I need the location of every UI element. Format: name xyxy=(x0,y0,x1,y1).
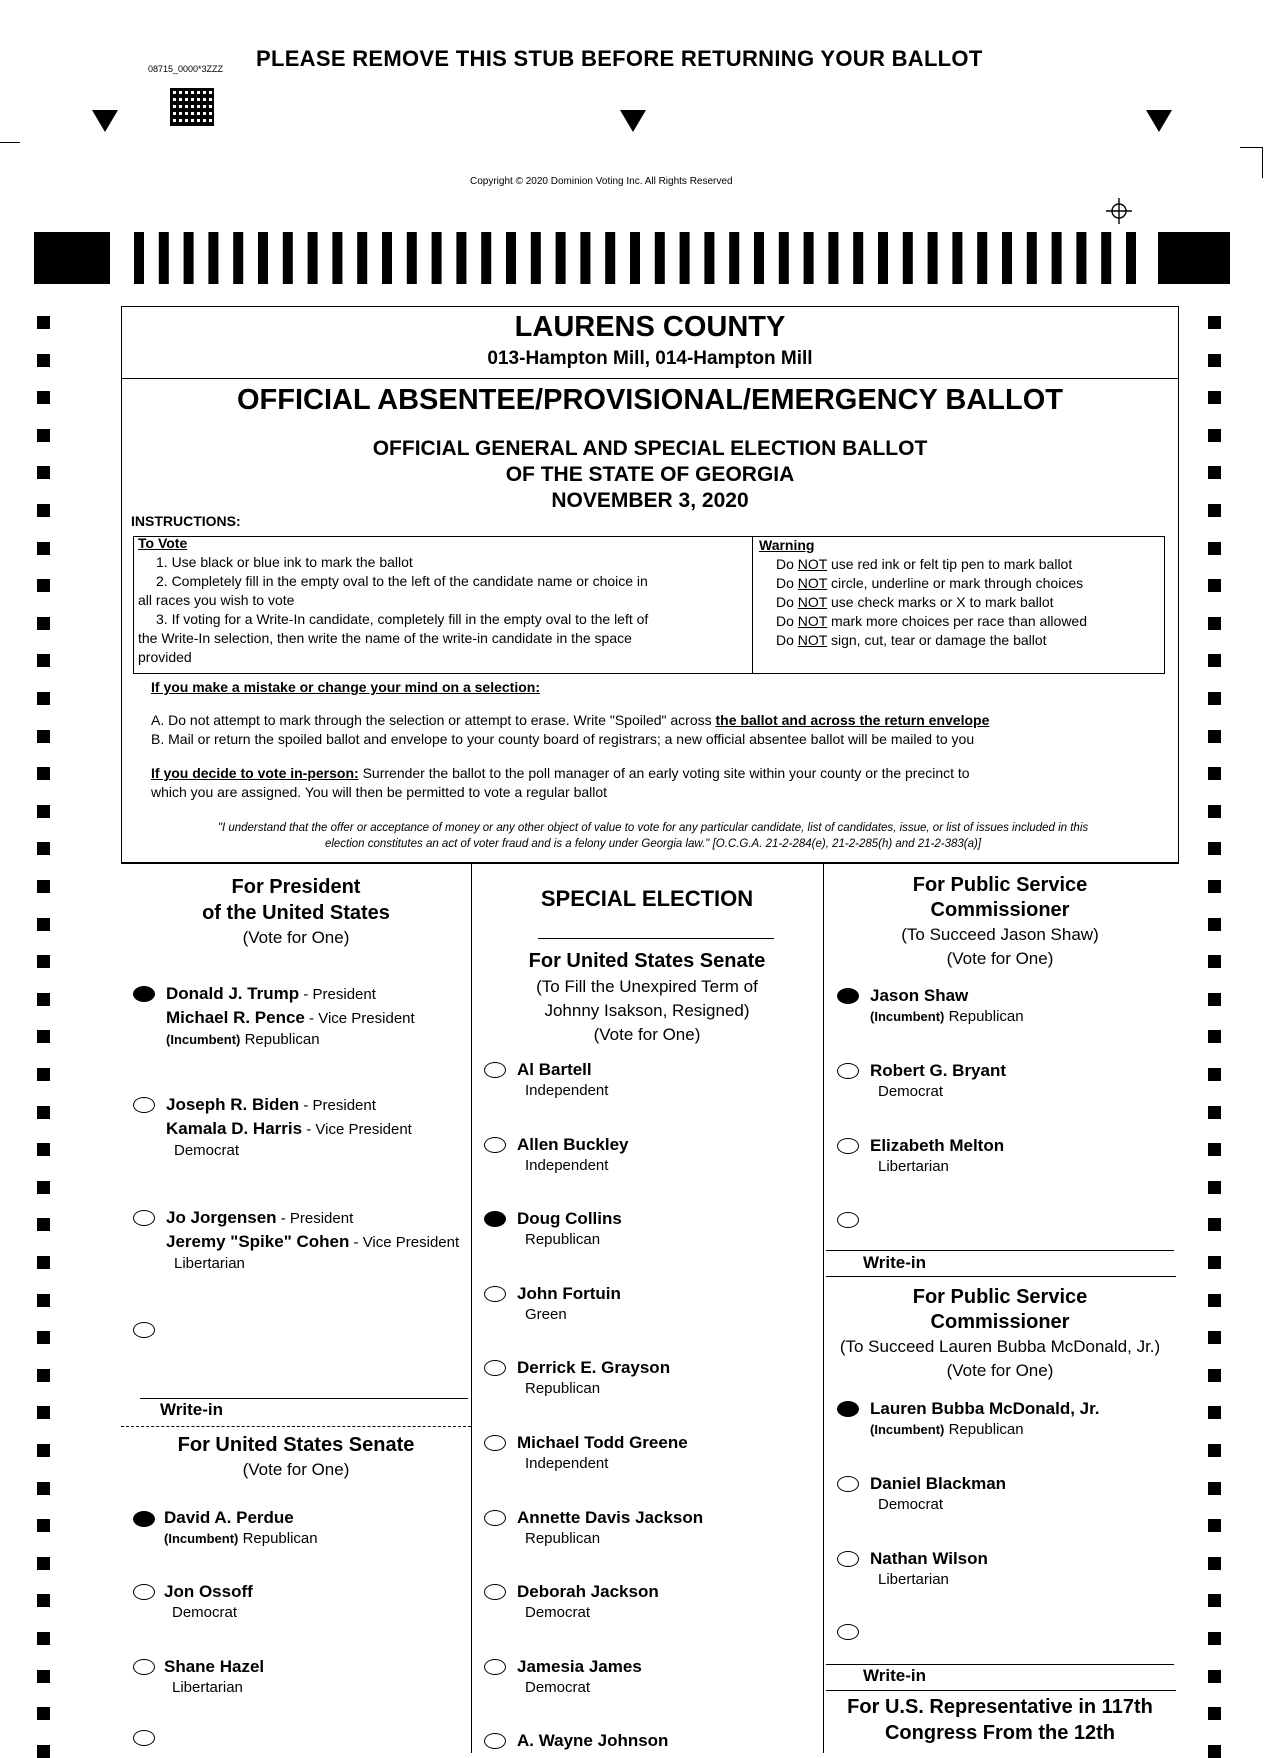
ballot-oval[interactable] xyxy=(133,1584,155,1600)
ballot-oval[interactable] xyxy=(133,1097,155,1113)
contest-title-president: For President xyxy=(231,876,361,898)
ballot-oval[interactable] xyxy=(484,1286,506,1302)
ballot-oval[interactable] xyxy=(837,1401,859,1417)
qr-code-icon xyxy=(170,88,214,126)
timing-mark xyxy=(1208,1670,1221,1683)
timing-mark xyxy=(1208,955,1221,968)
timing-tick xyxy=(556,232,566,284)
timing-mark xyxy=(1208,1369,1221,1382)
timing-mark xyxy=(37,1406,50,1419)
timing-mark xyxy=(37,1106,50,1119)
ballot-oval[interactable] xyxy=(484,1733,506,1749)
candidate-name: Lauren Bubba McDonald, Jr. xyxy=(870,1399,1100,1418)
ballot-oval[interactable] xyxy=(133,1659,155,1675)
candidate-party: Libertarian xyxy=(878,1571,949,1588)
candidate-name: Al Bartell xyxy=(517,1060,592,1079)
ballot-oval[interactable] xyxy=(484,1137,506,1153)
timing-mark xyxy=(1208,542,1221,555)
timing-mark xyxy=(37,654,50,667)
candidate-party: Republican xyxy=(525,1380,601,1398)
contest-title-representative: Congress From the 12th xyxy=(884,1722,1116,1744)
timing-mark xyxy=(1208,429,1221,442)
timing-mark xyxy=(37,805,50,818)
to-vote-item: provided xyxy=(138,649,192,665)
timing-mark xyxy=(37,1294,50,1307)
timing-tick xyxy=(382,232,392,284)
timing-mark xyxy=(37,1670,50,1683)
timing-mark xyxy=(37,542,50,555)
timing-tick xyxy=(357,232,367,284)
timing-mark xyxy=(1208,466,1221,479)
precinct-list: 013-Hampton Mill, 014-Hampton Mill xyxy=(487,348,813,369)
timing-mark xyxy=(1208,1181,1221,1194)
timing-mark xyxy=(1208,1444,1221,1457)
timing-mark xyxy=(1208,1106,1221,1119)
timing-tick xyxy=(1002,232,1012,284)
candidate-name: Allen Buckley xyxy=(517,1134,629,1154)
mistake-a: A. Do not attempt to mark through the selection or attempt to erase. Write "Spoiled" across the ballot and across the return envelope xyxy=(151,712,990,728)
copyright-notice: Copyright © 2020 Dominion Voting Inc. All Rights Reserved xyxy=(470,176,733,187)
timing-tick xyxy=(605,232,615,284)
ballot-oval[interactable] xyxy=(484,1211,506,1227)
timing-mark xyxy=(37,1256,50,1269)
timing-mark xyxy=(37,692,50,705)
writein-oval[interactable] xyxy=(133,1322,155,1338)
contest-subtitle: (To Fill the Unexpired Term of xyxy=(536,977,758,996)
county-name: LAURENS COUNTY xyxy=(514,311,786,343)
ballot-subtitle: OFFICIAL GENERAL AND SPECIAL ELECTION BALLOT xyxy=(372,437,928,460)
timing-mark xyxy=(1208,692,1221,705)
timing-tick xyxy=(779,232,789,284)
candidate-name: Elizabeth Melton xyxy=(870,1136,1005,1155)
to-vote-item: all races you wish to vote xyxy=(138,592,295,608)
timing-mark xyxy=(37,1444,50,1457)
contest-title-senate: For United States Senate xyxy=(177,1434,415,1456)
timing-mark xyxy=(1208,1218,1221,1231)
to-vote-heading: To Vote xyxy=(138,535,188,551)
timing-tick xyxy=(754,232,764,284)
warning-item: Do NOT use red ink or felt tip pen to mark ballot xyxy=(776,556,1073,572)
vote-for-one: (Vote for One) xyxy=(242,1460,350,1479)
timing-mark xyxy=(37,1707,50,1720)
ballot-oval[interactable] xyxy=(133,986,155,1002)
candidate-party: Democrat xyxy=(525,1604,591,1622)
timing-mark xyxy=(37,993,50,1006)
mistake-b: B. Mail or return the spoiled ballot and envelope to your county board of registrars; a new official absentee ballot will be mailed to you xyxy=(151,731,975,747)
writein-label: Write-in xyxy=(863,1253,926,1272)
timing-tick xyxy=(1126,232,1136,284)
timing-bar xyxy=(34,232,1230,284)
writein-label: Write-in xyxy=(160,1400,223,1419)
timing-tick xyxy=(456,232,466,284)
timing-mark xyxy=(37,918,50,931)
timing-mark xyxy=(1208,1256,1221,1269)
timing-mark xyxy=(1208,1519,1221,1532)
warning-item: Do NOT use check marks or X to mark ballot xyxy=(776,594,1054,610)
timing-mark xyxy=(1208,1143,1221,1156)
timing-tick xyxy=(630,232,640,284)
timing-mark xyxy=(37,1331,50,1344)
timing-mark xyxy=(37,1519,50,1532)
inperson-line-2: which you are assigned. You will then be permitted to vote a regular ballot xyxy=(151,784,608,800)
timing-mark xyxy=(37,391,50,404)
candidate-name: Derrick E. Grayson xyxy=(517,1358,671,1378)
timing-tick xyxy=(1027,232,1037,284)
warning-item: Do NOT mark more choices per race than allowed xyxy=(776,613,1088,629)
timing-mark xyxy=(1208,654,1221,667)
candidate-name: Jamesia James xyxy=(517,1656,642,1676)
timing-mark xyxy=(37,617,50,630)
candidate-name: Jason Shaw xyxy=(870,986,969,1005)
instructions-divider xyxy=(752,536,753,674)
contest-title-psc: Commissioner xyxy=(930,899,1070,921)
ballot-oval[interactable] xyxy=(133,1210,155,1226)
timing-tick xyxy=(977,232,987,284)
contest-subtitle: (To Succeed Jason Shaw) xyxy=(901,925,1099,944)
to-vote-item: 2. Completely fill in the empty oval to the left of the candidate name or choice in xyxy=(156,573,648,589)
candidate-party: Independent xyxy=(525,1455,609,1472)
candidate-name: Doug Collins xyxy=(517,1209,622,1229)
timing-mark xyxy=(37,1745,50,1758)
contest-title-special-senate: For United States Senate xyxy=(528,950,766,972)
timing-mark xyxy=(37,1594,50,1607)
candidate-party: (Incumbent) Republican xyxy=(870,1008,1024,1025)
timing-tick xyxy=(1052,232,1062,284)
warning-heading: Warning xyxy=(759,537,815,553)
warning-item: Do NOT circle, underline or mark through choices xyxy=(776,575,1084,591)
timing-tick xyxy=(283,232,293,284)
writein-line[interactable] xyxy=(826,1250,1174,1251)
ballot-oval[interactable] xyxy=(837,1063,859,1079)
timing-tick xyxy=(1076,232,1086,284)
stub-instruction: PLEASE REMOVE THIS STUB BEFORE RETURNING YOUR BALLOT xyxy=(256,46,983,71)
perforation-mark xyxy=(0,142,20,143)
inperson-line: If you decide to vote in-person: Surrender the ballot to the poll manager of an early voting site within your county or the precinct to xyxy=(151,765,970,781)
ballot-oval[interactable] xyxy=(484,1360,506,1376)
stub-id-code: 08715_0000*3ZZZ xyxy=(148,64,224,74)
timing-tick xyxy=(258,232,268,284)
timing-mark xyxy=(1208,617,1221,630)
timing-mark xyxy=(1208,842,1221,855)
timing-mark xyxy=(1208,805,1221,818)
timing-tick xyxy=(878,232,888,284)
timing-tick xyxy=(804,232,814,284)
vote-for-one: (Vote for One) xyxy=(946,949,1054,968)
candidate-name: Michael Todd Greene xyxy=(517,1433,688,1452)
ballot-oval[interactable] xyxy=(133,1511,155,1527)
legal-notice: "I understand that the offer or acceptance of money or any other object of value to vote for any particular candidate, list of candidates, issue, or list of issues included in this xyxy=(217,822,1089,834)
contest-title-psc: For Public Service xyxy=(912,1286,1088,1308)
vote-for-one: (Vote for One) xyxy=(242,928,350,947)
ballot-oval[interactable] xyxy=(484,1584,506,1600)
tear-arrow-icon xyxy=(1146,110,1172,132)
timing-tick xyxy=(580,232,590,284)
timing-mark xyxy=(37,1482,50,1495)
ballot-oval[interactable] xyxy=(837,988,859,1004)
ballot-subtitle: OF THE STATE OF GEORGIA xyxy=(505,463,795,486)
timing-mark xyxy=(37,1143,50,1156)
timing-mark xyxy=(37,1632,50,1645)
vote-for-one: (Vote for One) xyxy=(946,1361,1054,1380)
timing-tick xyxy=(680,232,690,284)
contest-separator xyxy=(826,1690,1176,1691)
candidate-party: Republican xyxy=(525,1529,601,1547)
timing-mark xyxy=(1208,504,1221,517)
candidate-name: Robert G. Bryant xyxy=(870,1061,1007,1080)
mistake-heading: If you make a mistake or change your mind on a selection: xyxy=(151,679,540,695)
registration-target-icon xyxy=(1106,198,1132,224)
timing-mark xyxy=(37,767,50,780)
to-vote-item: 3. If voting for a Write-In candidate, completely fill in the empty oval to the left of xyxy=(156,611,649,627)
timing-mark xyxy=(37,1557,50,1570)
candidate-party: (Incumbent) Republican xyxy=(870,1421,1024,1438)
timing-tick xyxy=(828,232,838,284)
timing-tick xyxy=(432,232,442,284)
tear-arrow-icon xyxy=(620,110,646,132)
perforation-mark xyxy=(1240,147,1263,178)
timing-mark xyxy=(1208,1294,1221,1307)
timing-mark xyxy=(1208,1557,1221,1570)
timing-mark xyxy=(1208,391,1221,404)
writein-oval[interactable] xyxy=(837,1212,859,1228)
timing-mark xyxy=(1208,1482,1221,1495)
timing-tick xyxy=(928,232,938,284)
ballot-title: OFFICIAL ABSENTEE/PROVISIONAL/EMERGENCY BALLOT xyxy=(236,384,1064,416)
timing-mark xyxy=(1208,316,1221,329)
ballot-oval[interactable] xyxy=(837,1138,859,1154)
timing-tick xyxy=(208,232,218,284)
timing-mark xyxy=(37,1218,50,1231)
candidate-name: Deborah Jackson xyxy=(517,1582,659,1602)
timing-mark xyxy=(37,842,50,855)
timing-mark xyxy=(37,880,50,893)
to-vote-item: 1. Use black or blue ink to mark the ballot xyxy=(156,554,413,570)
to-vote-list xyxy=(138,553,748,667)
candidate-party: Democrat xyxy=(878,1083,944,1100)
timing-mark xyxy=(1208,730,1221,743)
contest-subtitle: Johnny Isakson, Resigned) xyxy=(544,1001,750,1020)
timing-mark xyxy=(1208,918,1221,931)
timing-tick xyxy=(531,232,541,284)
ballot-oval[interactable] xyxy=(837,1476,859,1492)
to-vote-item: the Write-In selection, then write the name of the write-in candidate in the space xyxy=(138,630,632,646)
timing-mark xyxy=(1208,1406,1221,1419)
columns-top-rule xyxy=(121,862,1179,863)
timing-mark xyxy=(37,1030,50,1043)
ballot-oval[interactable] xyxy=(484,1659,506,1675)
timing-mark xyxy=(1208,1594,1221,1607)
timing-tick xyxy=(655,232,665,284)
contest-title-psc: For Public Service xyxy=(912,874,1088,896)
candidate-name: Daniel Blackman xyxy=(870,1474,1007,1493)
writein-oval[interactable] xyxy=(133,1730,155,1746)
header-divider xyxy=(121,378,1179,379)
contest-subtitle: (To Succeed Lauren Bubba McDonald, Jr.) xyxy=(839,1337,1161,1356)
contest-title-representative: For U.S. Representative in 117th xyxy=(847,1696,1153,1718)
timing-tick xyxy=(729,232,739,284)
candidate-party: Green xyxy=(525,1305,567,1323)
timing-mark xyxy=(37,316,50,329)
writein-line[interactable] xyxy=(140,1398,468,1399)
candidate-party: Republican xyxy=(525,1231,601,1249)
timing-block xyxy=(1158,232,1230,284)
timing-mark xyxy=(1208,1068,1221,1081)
timing-tick xyxy=(481,232,491,284)
candidate-party: Independent xyxy=(525,1082,609,1099)
timing-tick xyxy=(1101,232,1111,284)
timing-mark xyxy=(37,466,50,479)
candidate-party: Democrat xyxy=(878,1496,944,1513)
timing-tick xyxy=(903,232,913,284)
timing-mark xyxy=(37,504,50,517)
contest-separator xyxy=(538,938,774,939)
candidate-name: Annette Davis Jackson xyxy=(517,1507,704,1527)
timing-mark xyxy=(37,1068,50,1081)
timing-mark xyxy=(1208,1331,1221,1344)
ballot-oval[interactable] xyxy=(484,1510,506,1526)
timing-tick xyxy=(308,232,318,284)
timing-mark xyxy=(37,429,50,442)
timing-tick xyxy=(704,232,714,284)
timing-tick xyxy=(134,232,144,284)
candidate-party: Democrat xyxy=(525,1678,591,1696)
timing-mark xyxy=(1208,993,1221,1006)
timing-tick xyxy=(159,232,169,284)
writein-oval[interactable] xyxy=(837,1624,859,1640)
candidate-name: John Fortuin xyxy=(517,1283,621,1303)
vote-for-one: (Vote for One) xyxy=(593,1025,701,1044)
election-date: NOVEMBER 3, 2020 xyxy=(551,489,749,512)
special-election-heading: SPECIAL ELECTION xyxy=(540,886,754,911)
timing-mark xyxy=(37,730,50,743)
timing-mark xyxy=(37,579,50,592)
candidate-name: A. Wayne Johnson xyxy=(517,1731,669,1751)
contest-title-president: of the United States xyxy=(202,902,390,924)
timing-tick xyxy=(233,232,243,284)
timing-mark xyxy=(37,354,50,367)
tear-arrow-icon xyxy=(92,110,118,132)
timing-mark xyxy=(1208,579,1221,592)
timing-mark xyxy=(37,955,50,968)
timing-mark xyxy=(37,1181,50,1194)
contest-separator xyxy=(121,1426,471,1427)
candidate-name: Nathan Wilson xyxy=(870,1549,988,1568)
candidate-party: Independent xyxy=(525,1156,609,1174)
candidate-party: Libertarian xyxy=(878,1158,949,1175)
timing-mark xyxy=(1208,880,1221,893)
timing-tick xyxy=(407,232,417,284)
timing-tick xyxy=(506,232,516,284)
legal-notice: election constitutes an act of voter fraud and is a felony under Georgia law." [O.C.G.A. 21-2-284(e), 21-2-285(h) and 21-2-383(a)] xyxy=(324,838,982,850)
warning-list xyxy=(776,555,1087,650)
timing-mark xyxy=(37,1369,50,1382)
timing-mark xyxy=(1208,1632,1221,1645)
contest-title-psc: Commissioner xyxy=(930,1311,1070,1333)
ballot-oval[interactable] xyxy=(837,1551,859,1567)
timing-mark xyxy=(1208,1707,1221,1720)
timing-tick xyxy=(332,232,342,284)
timing-tick xyxy=(853,232,863,284)
timing-tick xyxy=(184,232,194,284)
ballot-oval[interactable] xyxy=(484,1435,506,1451)
contest-separator xyxy=(826,1276,1176,1277)
timing-tick xyxy=(952,232,962,284)
timing-mark xyxy=(1208,1030,1221,1043)
timing-block xyxy=(34,232,110,284)
timing-mark xyxy=(1208,767,1221,780)
writein-line[interactable] xyxy=(826,1664,1174,1665)
ballot-oval[interactable] xyxy=(484,1062,506,1078)
warning-item: Do NOT sign, cut, tear or damage the ballot xyxy=(776,632,1047,648)
timing-mark xyxy=(1208,354,1221,367)
writein-label: Write-in xyxy=(863,1666,926,1685)
timing-mark xyxy=(1208,1745,1221,1758)
instructions-heading: INSTRUCTIONS: xyxy=(131,513,241,529)
